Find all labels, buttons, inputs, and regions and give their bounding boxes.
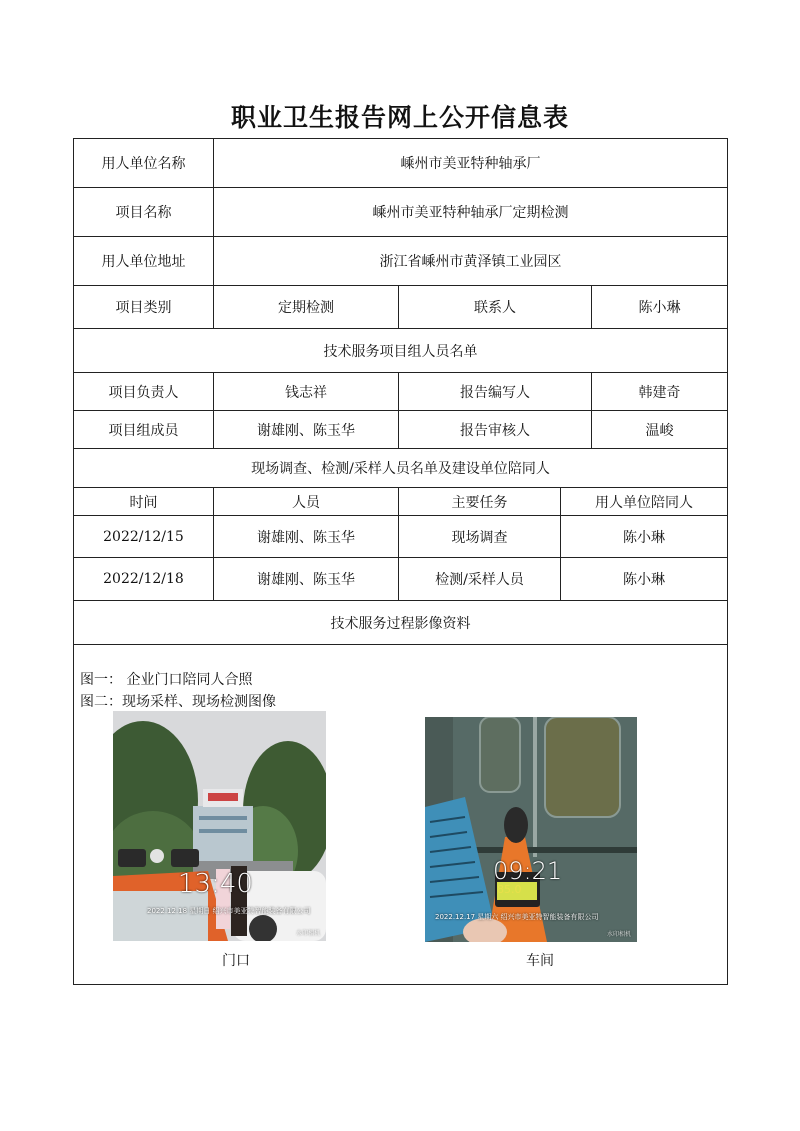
unit-name-value: 嵊州市美亚特种轴承厂 xyxy=(213,139,727,187)
leader-value: 钱志祥 xyxy=(213,373,398,410)
fig1-caption: 图一： 企业门口陪同人合照 xyxy=(80,672,253,688)
media-area xyxy=(74,645,727,985)
address-value: 浙江省嵊州市黄泽镇工业园区 xyxy=(213,237,727,285)
row-project-name xyxy=(74,188,727,237)
header-task: 主要任务 xyxy=(398,488,560,515)
survey-escort: 陈小琳 xyxy=(560,558,727,600)
address-label: 用人单位地址 xyxy=(101,254,186,270)
members-value: 谢雄刚、陈玉华 xyxy=(213,411,398,448)
gate-photo-label: 门口 xyxy=(222,953,250,969)
workshop-photo-time: 09:21 xyxy=(493,857,563,885)
header-escort: 用人单位陪同人 xyxy=(560,488,727,515)
gate-photo-time: 13:40 xyxy=(178,869,253,899)
row-members xyxy=(74,411,727,449)
reviewer-label: 报告审核人 xyxy=(398,411,591,448)
unit-name-label: 用人单位名称 xyxy=(101,156,186,172)
category-value: 定期检测 xyxy=(213,286,398,328)
members-label: 项目组成员 xyxy=(108,422,179,439)
row-unit-name xyxy=(74,139,727,188)
survey-personnel: 谢雄刚、陈玉华 xyxy=(213,516,398,557)
header-personnel: 人员 xyxy=(213,488,398,515)
row-category xyxy=(74,286,727,329)
project-name-label: 项目名称 xyxy=(115,205,172,221)
contact-value: 陈小琳 xyxy=(591,286,727,328)
gate-photo xyxy=(113,711,326,941)
team-section-title: 技术服务项目组人员名单 xyxy=(323,343,478,360)
workshop-photo-label: 车间 xyxy=(526,953,554,969)
survey-task: 现场调查 xyxy=(398,516,560,557)
fig2-caption: 图二：现场采样、现场检测图像 xyxy=(80,694,276,710)
contact-label: 联系人 xyxy=(398,286,591,328)
survey-task: 检测/采样人员 xyxy=(398,558,560,600)
workshop-photo-stamp: 2022.12.17 星期六 绍兴市美亚特智能装备有限公司 xyxy=(435,913,599,921)
sound-meter-reading: 85.0 xyxy=(497,883,522,896)
row-survey-title xyxy=(74,449,727,488)
survey-date: 2022/12/18 xyxy=(103,571,184,587)
workshop-photo-watermark: 水印相机 xyxy=(606,931,631,938)
reviewer-value: 温峻 xyxy=(591,411,727,448)
project-name-value: 嵊州市美亚特种轴承厂定期检测 xyxy=(213,188,727,236)
survey-date: 2022/12/15 xyxy=(103,528,184,545)
row-team-title xyxy=(74,329,727,373)
row-leader xyxy=(74,373,727,411)
workshop-photo xyxy=(425,717,637,942)
table-row xyxy=(74,558,727,601)
gate-photo-stamp: 2022.12.18 星期日 绍兴市美亚特智能装备有限公司 xyxy=(147,907,311,915)
media-section-title: 技术服务过程影像资料 xyxy=(330,615,471,632)
leader-label: 项目负责人 xyxy=(108,384,179,401)
writer-value: 韩建奇 xyxy=(591,373,727,410)
page-title: 职业卫生报告网上公开信息表 xyxy=(230,103,569,132)
survey-section-title: 现场调查、检测/采样人员名单及建设单位陪同人 xyxy=(251,461,550,477)
row-address xyxy=(74,237,727,286)
gate-photo-watermark: 水印相机 xyxy=(295,930,320,937)
survey-header-row xyxy=(74,488,727,516)
row-media-title xyxy=(74,601,727,645)
info-table xyxy=(73,138,728,985)
survey-escort: 陈小琳 xyxy=(560,516,727,557)
survey-personnel: 谢雄刚、陈玉华 xyxy=(213,558,398,600)
workshop-photo-scene xyxy=(425,717,637,942)
writer-label: 报告编写人 xyxy=(398,373,591,410)
header-time: 时间 xyxy=(129,494,158,511)
category-label: 项目类别 xyxy=(115,300,172,316)
table-row xyxy=(74,516,727,558)
